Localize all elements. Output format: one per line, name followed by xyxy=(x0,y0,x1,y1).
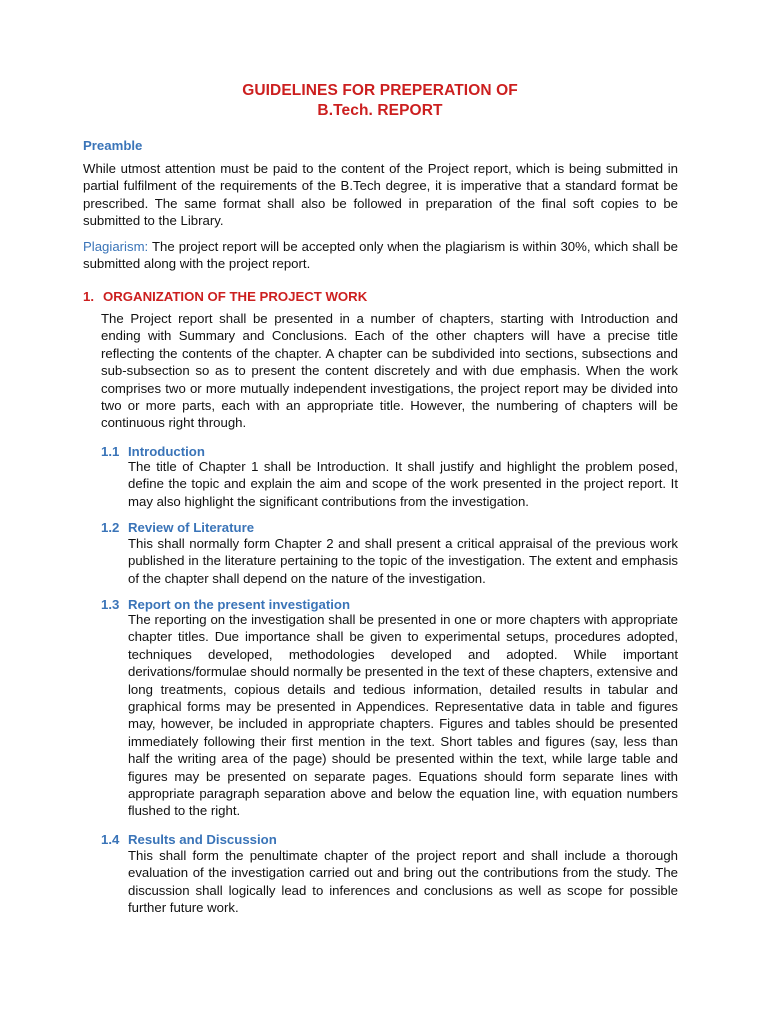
subsection-1-1-text: The title of Chapter 1 shall be Introduction. It shall justify and highlight the problem posed, define the topic and explain the aim and scope of the work presented in the project report. It may also highlight the significant contributions from the investigation. xyxy=(128,459,678,509)
section-1-number: 1. xyxy=(83,289,94,304)
section-1-heading xyxy=(83,288,367,305)
document-title-line-1: GUIDELINES FOR PREPERATION OF xyxy=(242,82,518,99)
subsection-1-1-title: Introduction xyxy=(128,444,205,459)
plagiarism-label: Plagiarism: xyxy=(83,239,149,254)
subsection-1-2-number: 1.2 xyxy=(101,520,120,535)
subsection-1-4-number: 1.4 xyxy=(101,832,120,847)
subsection-1-2-heading xyxy=(101,519,254,536)
subsection-1-1-paragraph xyxy=(128,458,678,510)
subsection-1-1-number: 1.1 xyxy=(101,444,120,459)
preamble-heading: Preamble xyxy=(83,138,143,153)
subsection-1-2-paragraph xyxy=(128,535,678,587)
subsection-1-4-text: This shall form the penultimate chapter of the project report and shall include a thorough evaluation of the investigation carried out and bring out the contributions from the study. The discussion shall logically lead to inferences and conclusions as well as scope for possible further future work. xyxy=(128,848,678,916)
plagiarism-paragraph xyxy=(83,238,678,273)
subsection-1-4-paragraph xyxy=(128,847,678,917)
section-1-title: ORGANIZATION OF THE PROJECT WORK xyxy=(103,289,368,304)
subsection-1-2-title: Review of Literature xyxy=(128,520,255,535)
section-1-paragraph xyxy=(101,310,678,432)
subsection-1-4-title: Results and Discussion xyxy=(128,832,277,847)
subsection-1-3-text: The reporting on the investigation shall be presented in one or more chapters with appropriate chapter titles. Due importance shall be given to experimental setups, procedures adopted, techniques developed, methodologies developed and adopted. While important derivations/formulae should normally be presented in the text of these chapters, extensive and long treatments, copious details and tedious information, detailed results in tabular and graphical forms may be presented in Appendices. Representative data in table and figures may, however, be included in appropriate chapters. Figures and tables should be presented immediately following their first mention in the text. Short tables and figures (say, less than half the writing area of the page) should be presented within the text, while large table and figures may be presented on separate pages. Equations should form separate lines with appropriate paragraph separation above and below the equation line, with equation numbers flushed to the right. xyxy=(128,612,678,819)
subsection-1-3-number: 1.3 xyxy=(101,597,120,612)
preamble-paragraph xyxy=(83,160,678,230)
document-title-line-2: B.Tech. REPORT xyxy=(317,102,443,119)
section-1-text: The Project report shall be presented in a number of chapters, starting with Introduction and ending with Summary and Conclusions. Each of the other chapters will have a precise title reflecting the contents of the chapter. A chapter can be subdivided into sections, subsections and sub-subsection so as to present the content discretely and with due emphasis. When the work comprises two or more mutually independent investigations, the project report may be divided into two or more parts, each with an appropriate title. However, the numbering of chapters will be continuous right through. xyxy=(101,311,678,431)
subsection-1-4-heading xyxy=(101,831,277,848)
preamble-text: While utmost attention must be paid to the content of the Project report, which is being submitted in partial fulfilment of the requirements of the B.Tech degree, it is imperative that a standard format be prescribed. The same format shall also be followed in preparation of the final soft copies to be submitted to the Library. xyxy=(83,161,678,229)
subsection-1-2-text: This shall normally form Chapter 2 and shall present a critical appraisal of the previous work published in the literature pertaining to the topic of the investigation. The extent and emphasis of the chapter shall depend on the nature of the investigation. xyxy=(128,536,678,586)
plagiarism-body xyxy=(83,238,678,273)
plagiarism-text: The project report will be accepted only when the plagiarism is within 30%, which shall be submitted along with the project report. xyxy=(83,239,678,272)
subsection-1-3-title: Report on the present investigation xyxy=(128,597,351,612)
subsection-1-3-paragraph xyxy=(128,611,678,820)
